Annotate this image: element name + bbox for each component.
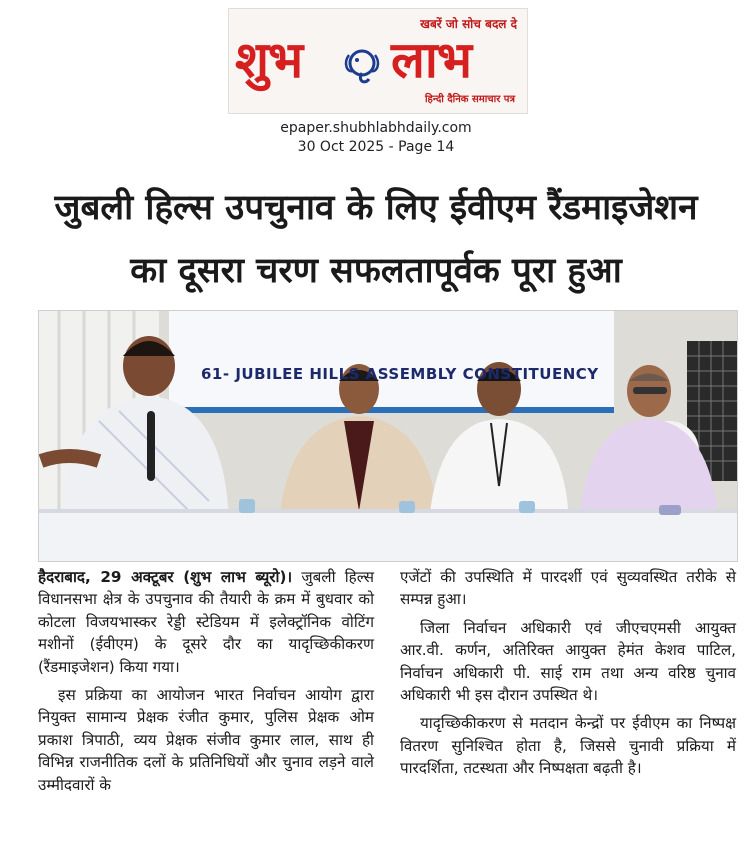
logo-name-left: शुभ — [235, 31, 303, 89]
issue-date-page: 30 Oct 2025 - Page 14 — [297, 139, 455, 155]
photo-scene — [39, 311, 737, 561]
logo-name-right: लाभ — [391, 31, 471, 89]
article-dateline: हैदराबाद, 29 अक्टूबर (शुभ लाभ ब्यूरो)। — [38, 568, 293, 586]
article-paragraph-3: जिला निर्वाचन अधिकारी एवं जीएचएमसी आयुक्त आर.वी. कर्णन, अतिरिक्त आयुक्त हेमंत केशव पाटिल, निर्वाचन अधिकारी पी. साई राम तथा अन्य वरिष्ठ चुनाव अधिकारी भी इस दौरान उपस्थित थे। — [400, 618, 736, 705]
article-paragraph-1: जुबली हिल्स विधानसभा क्षेत्र के उपचुनाव की तैयारी के क्रम में बुधवार को कोटला विजयभास्कर रेड्डी स्टेडियम में इलेक्ट्रॉनिक वोटिंग मशीनों (ईवीएम) के दूसरे दौर का यादृच्छिकीकरण (रैंडमाइजेशन) किया गया। — [38, 568, 375, 676]
epaper-url[interactable]: epaper.shubhlabhdaily.com — [280, 120, 472, 136]
article-column-left — [38, 566, 374, 802]
article-paragraph-4: यादृच्छिकीकरण से मतदान केन्द्रों पर ईवीएम का निष्पक्ष वितरण सुनिश्चित होता है, जिससे चुनावी प्रक्रिया में पारदर्शिता, तटस्थता और निष्पक्षता बढ़ती है। — [400, 714, 736, 778]
banner-text: 61- JUBILEE HILLS ASSEMBLY CONSTITUENCY — [201, 365, 599, 383]
headline-line-2: का दूसरा चरण सफलतापूर्वक पूरा हुआ — [130, 251, 622, 291]
masthead-tagline: खबरें जो सोच बदल दे — [420, 17, 517, 31]
article-paragraph — [38, 566, 374, 678]
article-paragraph-2: इस प्रक्रिया का आयोजन भारत निर्वाचन आयोग द्वारा नियुक्त सामान्य प्रेक्षक रंजीत कुमार, पुलिस प्रेक्षक ओम प्रकाश त्रिपाठी, व्यय प्रेक्षक संजीव कुमार लाल, साथ ही विभिन्न राजनीतिक दलों के प्रतिनिधियों और चुनाव लड़ने वाले उम्मीदवारों के — [38, 686, 374, 794]
headline-line-1: जुबली हिल्स उपचुनाव के लिए ईवीएम रैंडमाइजेशन — [54, 188, 698, 228]
news-photo — [38, 310, 738, 562]
masthead-subtagline: हिन्दी दैनिक समाचार पत्र — [424, 94, 515, 105]
article-column-right — [400, 566, 736, 786]
newspaper-masthead — [228, 8, 528, 114]
article-paragraph-2-continued: एजेंटों की उपस्थिति में पारदर्शी एवं सुव्यवस्थित तरीके से सम्पन्न हुआ। — [400, 568, 736, 609]
ganesha-logo-icon — [339, 43, 385, 89]
